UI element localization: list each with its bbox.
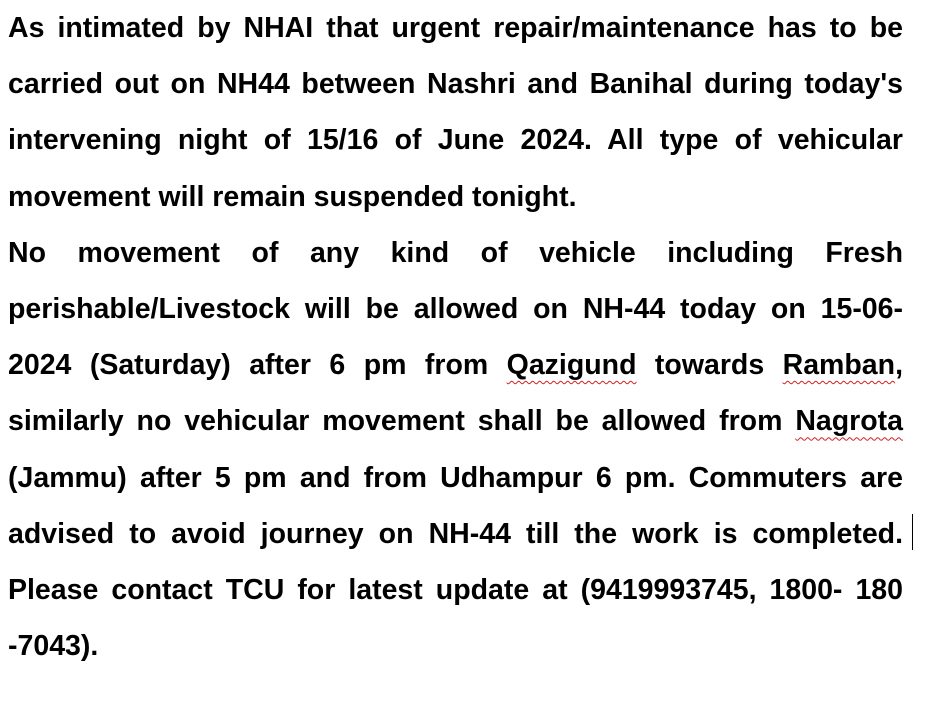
text-run: , similarly no vehicular movement shall be allowed from [8,349,903,438]
text-cursor [912,514,913,550]
spellcheck-flagged-word-qazigund[interactable]: Qazigund [506,349,637,382]
paragraph-movement-restrictions [8,225,903,675]
spellcheck-flagged-word-nagrota[interactable]: Nagrota [795,405,903,438]
document-body[interactable] [8,0,903,674]
text-run: (Jammu) after 5 pm and from Udhampur 6 pm. Commuters are advised to avoid journey on NH-44 till the work is completed. Please contact TCU for latest update at (9419993745, 1800- 180 -7043). [8,461,903,663]
text-run: towards [636,349,783,382]
spellcheck-flagged-word-ramban[interactable]: Ramban [782,349,896,382]
paragraph-road-closure-notice: As intimated by NHAI that urgent repair/maintenance has to be carried out on NH44 between Nashri and Banihal during today's intervening night of 15/16 of June 2024. All type of vehicular movement will remain suspended tonight. [8,12,903,213]
text-run: No movement of any kind of vehicle including Fresh perishable/Livestock will be allowed on NH-44 today on 15-06-2024 (Saturday) after 6 pm from [8,236,903,382]
